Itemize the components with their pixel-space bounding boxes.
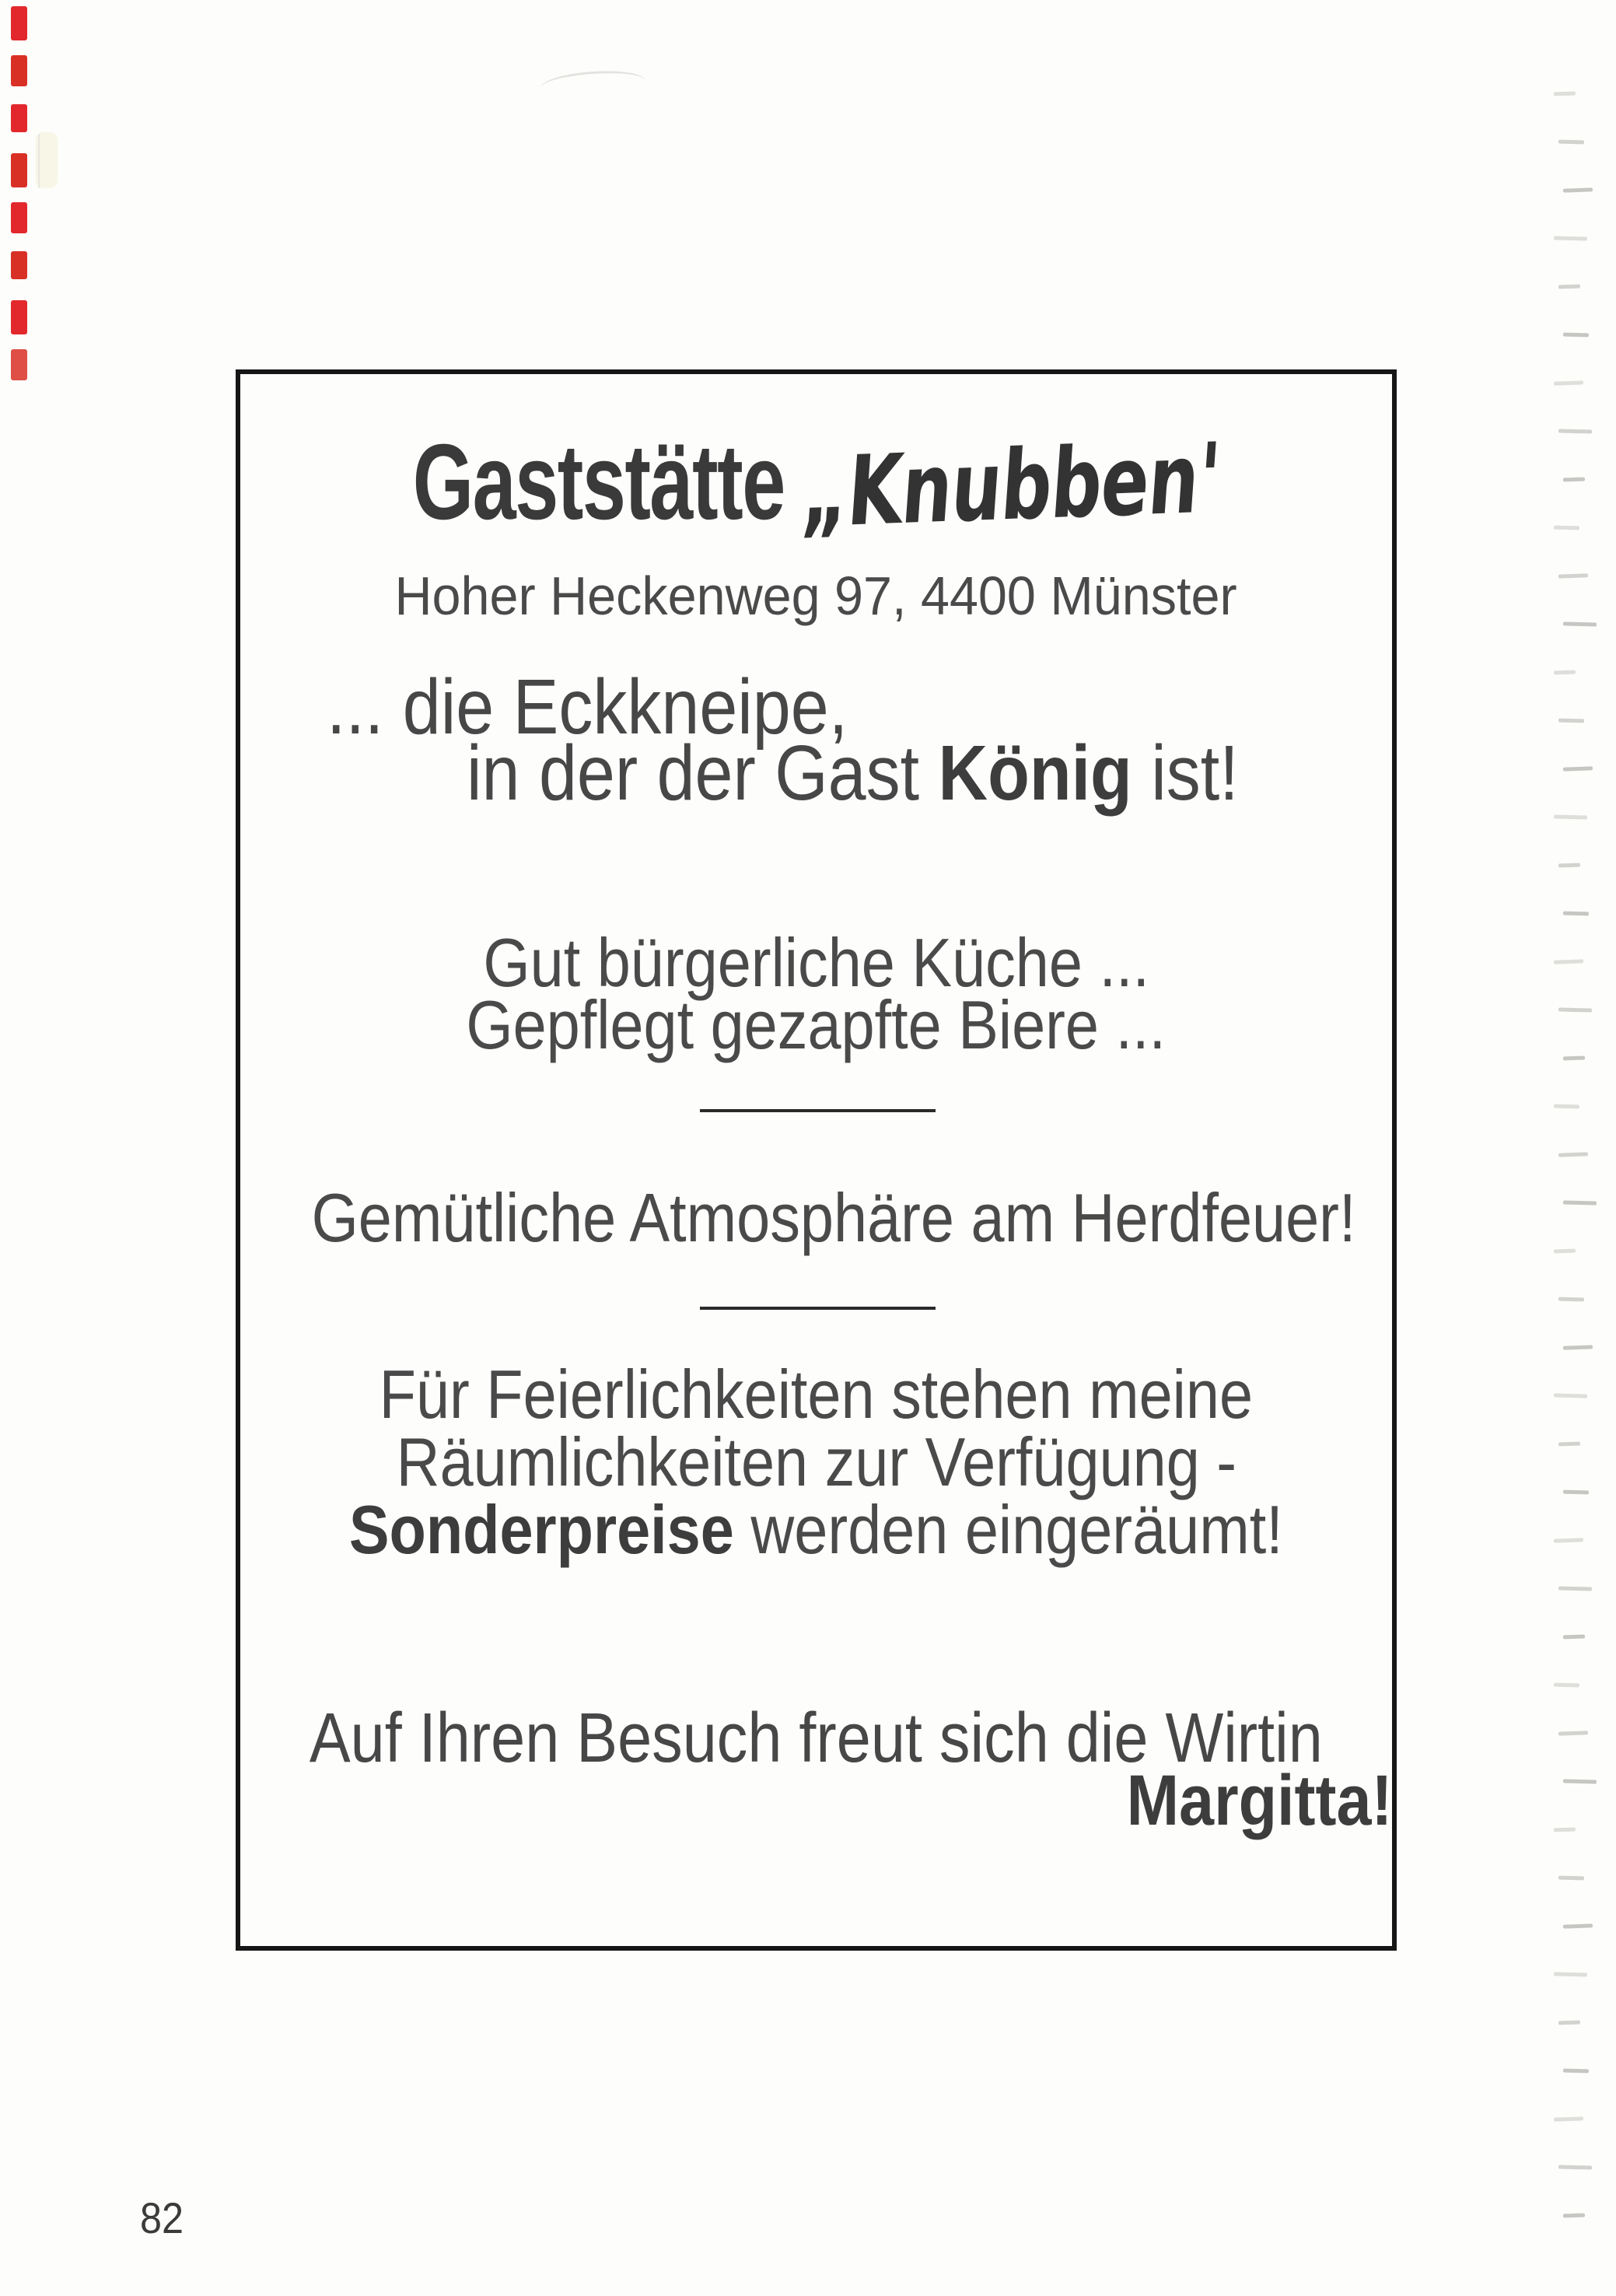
perforation-dash: [1554, 814, 1587, 819]
advert-frame: [236, 369, 1397, 1951]
perforation-dash: [1554, 670, 1576, 675]
advert-title-text: [413, 422, 1224, 550]
perforation-dash: [1558, 1876, 1584, 1881]
perforation-dash: [1558, 863, 1580, 868]
signature-line: [240, 1761, 1472, 1840]
events-line-1: [240, 1356, 1392, 1433]
perforation-dash: [1554, 1972, 1587, 1976]
red-pen-dash: [11, 104, 27, 132]
tagline-line2-pre: in der der Gast: [467, 730, 939, 817]
perforation-dash: [1558, 1586, 1592, 1591]
events-line-3: [240, 1491, 1392, 1568]
page-number: 82: [140, 2193, 184, 2242]
perforation-dash: [1558, 1442, 1580, 1447]
perforation-dash: [1558, 285, 1580, 289]
perforation-dash: [1563, 1200, 1597, 1205]
perforation-dash: [1554, 959, 1583, 964]
atmosphere-text: Gemütliche Atmosphäre am Herdfeuer!: [311, 1179, 1356, 1256]
divider-rule-bottom: [700, 1307, 936, 1310]
perforation-dash: [1563, 1635, 1585, 1640]
perforation-dash: [1558, 1297, 1584, 1302]
red-pen-dash: [11, 202, 27, 233]
perforation-dash: [1554, 1249, 1576, 1254]
events-line-2: [240, 1423, 1392, 1500]
atmosphere-line: [240, 1179, 1392, 1256]
tagline-line2-post: ist!: [1132, 730, 1239, 817]
perforation-dash: [1558, 573, 1588, 578]
perforation-dash: [1554, 1393, 1587, 1398]
perforation-dash: [1563, 2214, 1585, 2218]
red-pen-dash: [11, 6, 27, 40]
red-pen-dash: [11, 349, 27, 380]
perforation-dash: [1558, 1007, 1592, 1012]
perforation-dash: [1558, 429, 1592, 433]
perforation-dash: [1554, 380, 1583, 385]
perforation-dash: [1563, 1779, 1597, 1783]
perforation-dash: [1563, 1923, 1593, 1928]
perforation-dash: [1558, 140, 1584, 145]
closing-line-text: Auf Ihren Besuch freut sich die Wirtin: [310, 1699, 1323, 1777]
scan-squiggle-mark: [540, 68, 646, 100]
events-line-1-text: Für Feierlichkeiten stehen meine: [379, 1356, 1254, 1433]
feature-line-2: [240, 986, 1392, 1063]
divider-rule-top: [700, 1109, 936, 1112]
events-line-3-text: [349, 1491, 1283, 1568]
perforation-dash: [1554, 1538, 1583, 1542]
perforation-dash: [1563, 2069, 1589, 2074]
red-pen-dash: [11, 55, 27, 86]
address-text: Hoher Heckenweg 97, 4400 Münster: [394, 565, 1238, 626]
perforation-dash: [1554, 2116, 1583, 2121]
perforation-dash: [1554, 1104, 1579, 1109]
perforation-dash: [1563, 1490, 1589, 1495]
perforation-dash: [1563, 1056, 1585, 1061]
events-line-2-text: Räumlichkeiten zur Verfügung -: [396, 1423, 1236, 1500]
signature-text: Margitta!: [1126, 1761, 1392, 1840]
perforation-dash: [1563, 1345, 1593, 1349]
red-pen-dash: [11, 300, 27, 334]
events-highlight: Sonderpreise: [349, 1491, 734, 1568]
perforation-dash: [1563, 621, 1597, 626]
perforation-dash: [1563, 333, 1589, 338]
perforation-dash: [1554, 236, 1587, 240]
advert-title: [240, 422, 1392, 550]
perforation-dash: [1558, 1731, 1588, 1735]
perforation-dash: [1558, 2021, 1580, 2025]
address-line: [240, 565, 1392, 626]
perforation-dash: [1554, 1828, 1576, 1832]
feature-line-1-text: Gut bürgerliche Küche ...: [483, 924, 1149, 1001]
scan-smudge-line: [38, 134, 40, 188]
perforation-dash: [1558, 1152, 1588, 1157]
tagline-line1-text: ... die Eckkneipe,: [327, 663, 848, 751]
perforation-dash: [1558, 719, 1584, 723]
red-pen-dash: [11, 153, 27, 187]
perforation-dash: [1554, 92, 1576, 96]
perforation-dash: [1554, 1683, 1579, 1688]
perforation-dash: [1554, 526, 1579, 530]
perforation-dash: [1563, 478, 1585, 482]
restaurant-quoted-name: „Knubben': [798, 422, 1224, 550]
events-line-3-post: werden eingeräumt!: [733, 1491, 1283, 1568]
feature-line-2-text: Gepflegt gezapfte Biere ...: [466, 986, 1167, 1063]
tagline-line2: [240, 730, 1616, 817]
perforation-dash: [1558, 2165, 1592, 2169]
restaurant-name: Gaststätte: [413, 422, 785, 542]
tagline-highlight: König: [938, 730, 1132, 817]
red-pen-dash: [11, 251, 27, 279]
tagline-line2-text: [467, 730, 1239, 817]
perforation-dash: [1563, 187, 1593, 192]
perforation-dash: [1563, 912, 1589, 916]
